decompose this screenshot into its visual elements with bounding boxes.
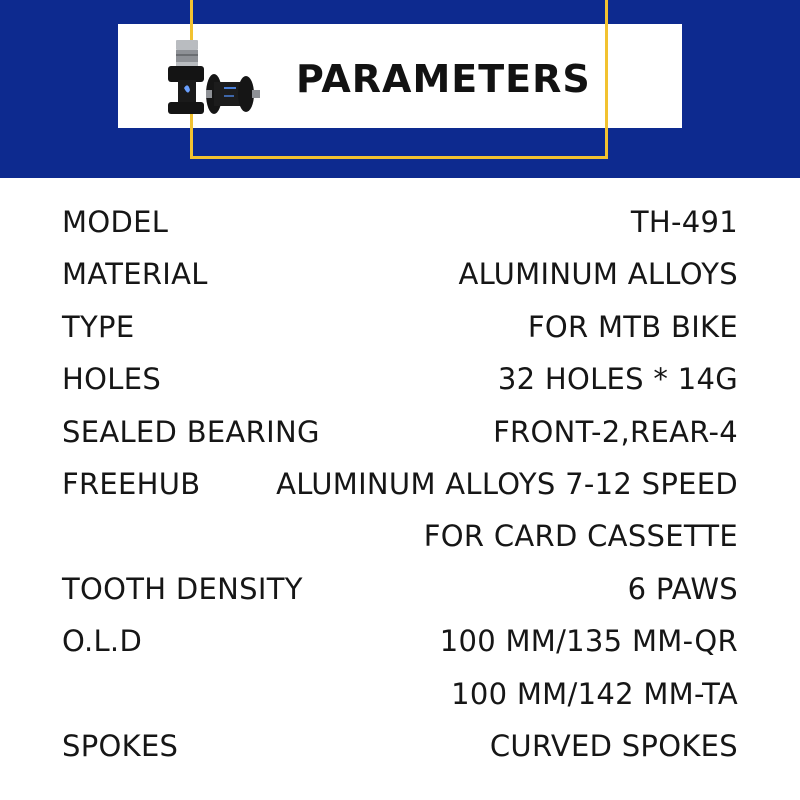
page-title: PARAMETERS — [296, 57, 591, 101]
spec-row — [62, 196, 738, 248]
spec-row — [62, 668, 738, 720]
spec-label: SPOKES — [62, 728, 179, 763]
spec-row — [62, 510, 738, 562]
spec-value: 100 MM/135 MM-QR — [439, 624, 738, 659]
spec-value: FOR CARD CASSETTE — [423, 519, 738, 554]
spec-label: O.L.D — [62, 624, 143, 659]
spec-label: TOOTH DENSITY — [62, 571, 303, 606]
spec-row — [62, 301, 738, 353]
spec-table — [62, 196, 738, 772]
spec-value: ALUMINUM ALLOYS — [458, 257, 738, 292]
spec-row — [62, 353, 738, 405]
spec-value: FOR MTB BIKE — [527, 309, 738, 344]
spec-value: FRONT-2,REAR-4 — [493, 414, 738, 449]
spec-label: SEALED BEARING — [62, 414, 320, 449]
spec-value: 32 HOLES * 14G — [497, 362, 738, 397]
header-banner — [0, 0, 800, 178]
spec-label: FREEHUB — [62, 466, 201, 501]
spec-row — [62, 563, 738, 615]
spec-label: TYPE — [62, 309, 135, 344]
spec-label: MATERIAL — [62, 257, 208, 292]
spec-row — [62, 615, 738, 667]
spec-row — [62, 458, 738, 510]
spec-row — [62, 720, 738, 772]
spec-label: MODEL — [62, 205, 169, 239]
spec-row — [62, 406, 738, 458]
spec-value: TH-491 — [630, 205, 738, 239]
spec-row — [62, 248, 738, 300]
spec-value: ALUMINUM ALLOYS 7-12 SPEED — [276, 466, 738, 501]
spec-value: 100 MM/142 MM-TA — [451, 676, 738, 711]
spec-value: CURVED SPOKES — [489, 728, 738, 763]
spec-label: HOLES — [62, 362, 162, 397]
bike-hub-icon — [162, 36, 266, 120]
spec-value: 6 PAWS — [627, 571, 738, 606]
